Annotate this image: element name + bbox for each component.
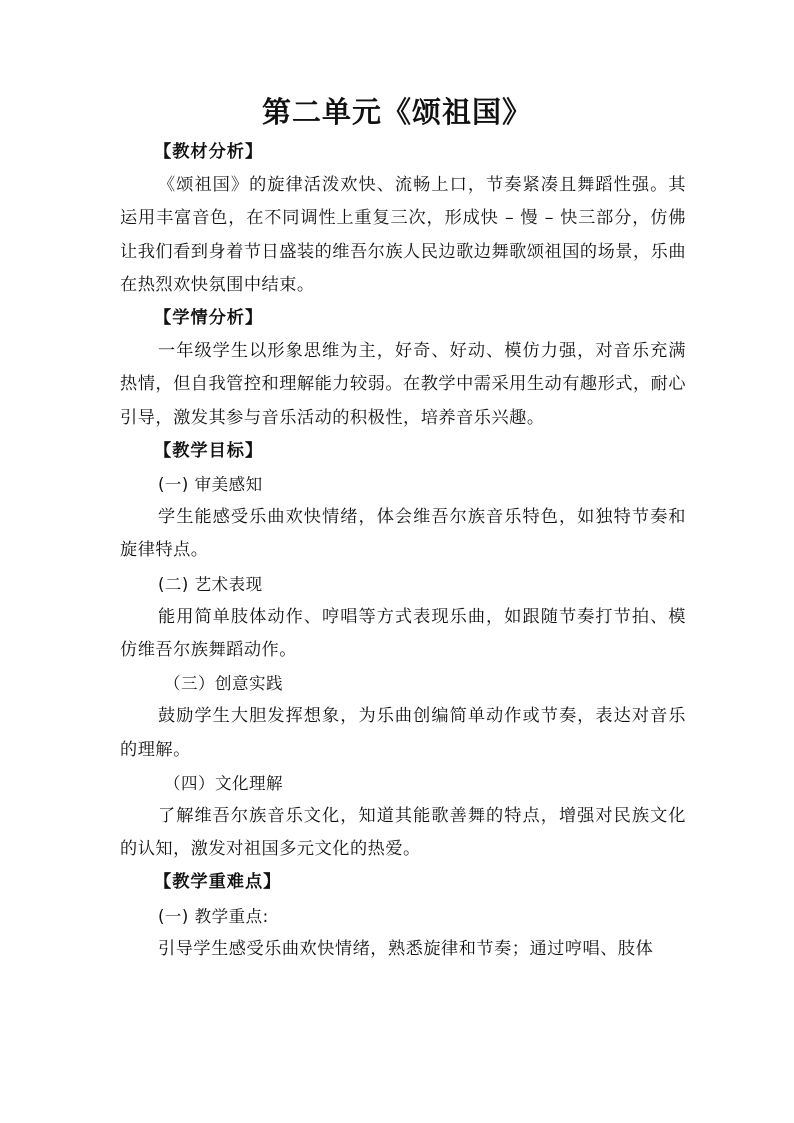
goal-paragraph-cultural: 了解维吾尔族音乐文化，知道其能歌善舞的特点，增强对民族文化的认知，激发对祖国多元文化的热爱。: [120, 806, 686, 860]
section-heading-teaching-goals: 【教学目标】: [154, 440, 264, 461]
goal-label-creative: （三）创意实践: [164, 674, 283, 694]
keypoint-paragraph-focus: 引导学生感受乐曲欢快情绪，熟悉旋律和节奏；通过哼唱、肢体: [158, 938, 654, 959]
section-heading-key-points: 【教学重难点】: [154, 872, 282, 893]
goal-paragraph-aesthetic: 学生能感受乐曲欢快情绪，体会维吾尔族音乐特色，如独特节奏和旋律特点。: [120, 507, 686, 561]
textbook-analysis-paragraph: 《颂祖国》的旋律活泼欢快、流畅上口，节奏紧凑且舞蹈性强。其运用丰富音色，在不同调性上重复三次，形成快 – 慢 – 快三部分，仿佛让我们看到身着节日盛装的维吾尔族人民边歌边舞歌颂祖国的场景，乐曲在热烈欢快氛围中结束。: [120, 175, 687, 295]
document-body: [120, 136, 686, 966]
goal-label-cultural: （四）文化理解: [164, 773, 283, 793]
section-heading-textbook-analysis: 【教材分析】: [154, 142, 264, 162]
goal-paragraph-artistic: 能用简单肢体动作、哼唱等方式表现乐曲，如跟随节奏打节拍、模仿维吾尔族舞蹈动作。: [120, 606, 686, 661]
goal-paragraph-creative: 鼓励学生大胆发挥想象，为乐曲创编简单动作或节奏，表达对音乐的理解。: [120, 706, 686, 760]
section-heading-student-analysis: 【学情分析】: [154, 308, 264, 329]
page-title: 第二单元《颂祖国》: [261, 95, 532, 129]
goal-label-aesthetic: (一) 审美感知: [158, 475, 263, 495]
keypoint-label-focus: (一) 教学重点:: [158, 906, 269, 926]
student-analysis-paragraph: 一年级学生以形象思维为主，好奇、好动、模仿力强，对音乐充满热情，但自我管控和理解能力较弱。在教学中需采用生动有趣形式，耐心引导，激发其参与音乐活动的积极性，培养音乐兴趣。: [120, 341, 687, 428]
goal-label-artistic: (二) 艺术表现: [158, 574, 263, 594]
